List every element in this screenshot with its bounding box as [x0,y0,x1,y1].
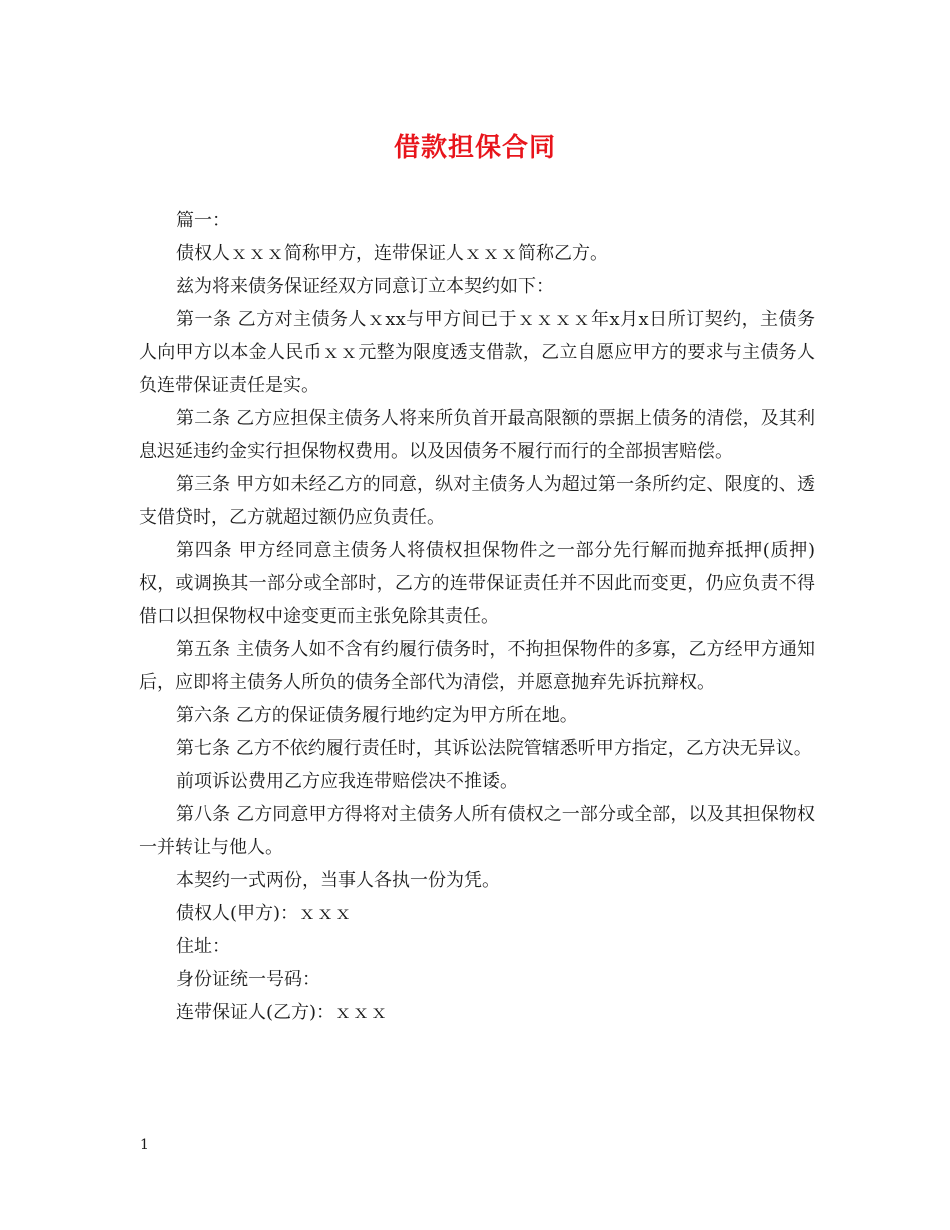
paragraph-article-2: 第二条 乙方应担保主债务人将来所负首开最高限额的票据上债务的清偿，及其利息迟延违约金实行担保物权费用。以及因债务不履行而行的全部损害赔偿。 [139,408,815,462]
paragraph-parties: 债权人ｘｘｘ简称甲方，连带保证人ｘｘｘ简称乙方。 [176,243,608,264]
paragraph-article-4: 第四条 甲方经同意主债务人将债权担保物件之一部分先行解而抛弃抵押(质押)权，或调换其一部分或全部时，乙方的连带保证责任并不因此而变更，仍应负责不得借口以担保物权中途变更而主张免除其责任。 [139,540,815,627]
page-number: 1 [140,1137,149,1153]
paragraph-article-6: 第六条 乙方的保证债务履行地约定为甲方所在地。 [176,705,578,726]
paragraph-preamble: 兹为将来债务保证经双方同意订立本契约如下： [176,276,554,297]
address-line: 住址： [176,936,230,957]
document-title: 借款担保合同 [393,133,556,163]
paragraph-litigation-costs: 前项诉讼费用乙方应我连带赔偿决不推诿。 [176,771,518,792]
paragraph-copies: 本契约一式两份，当事人各执一份为凭。 [176,870,500,891]
document-body [139,204,815,1029]
paragraph-article-8: 第八条 乙方同意甲方得将对主债务人所有债权之一部分或全部，以及其担保物权一并转让与他人。 [139,804,815,858]
paragraph-article-1: 第一条 乙方对主债务人ｘxx与甲方间已于ｘｘｘｘ年x月x日所订契约，主债务人向甲方以本金人民币ｘｘ元整为限度透支借款，乙立自愿应甲方的要求与主债务人负连带保证责任是实。 [139,309,815,396]
paragraph-article-5: 第五条 主债务人如不含有约履行债务时，不拘担保物件的多寡，乙方经甲方通知后，应即将主债务人所负的债务全部代为清偿，并愿意抛弃先诉抗辩权。 [139,639,815,693]
paragraph-article-7: 第七条 乙方不依约履行责任时，其诉讼法院管辖悉听甲方指定，乙方决无异议。 [176,738,812,759]
guarantor-signature-line: 连带保证人(乙方)：ｘｘｘ [176,1002,389,1023]
paragraph-article-3: 第三条 甲方如未经乙方的同意，纵对主债务人为超过第一条所约定、限度的、透支借贷时，乙方就超过额仍应负责任。 [139,474,815,528]
paragraph-section-label: 篇一： [176,210,230,231]
creditor-signature-line: 债权人(甲方)：ｘｘｘ [176,903,353,924]
id-number-line: 身份证统一号码： [176,969,320,990]
